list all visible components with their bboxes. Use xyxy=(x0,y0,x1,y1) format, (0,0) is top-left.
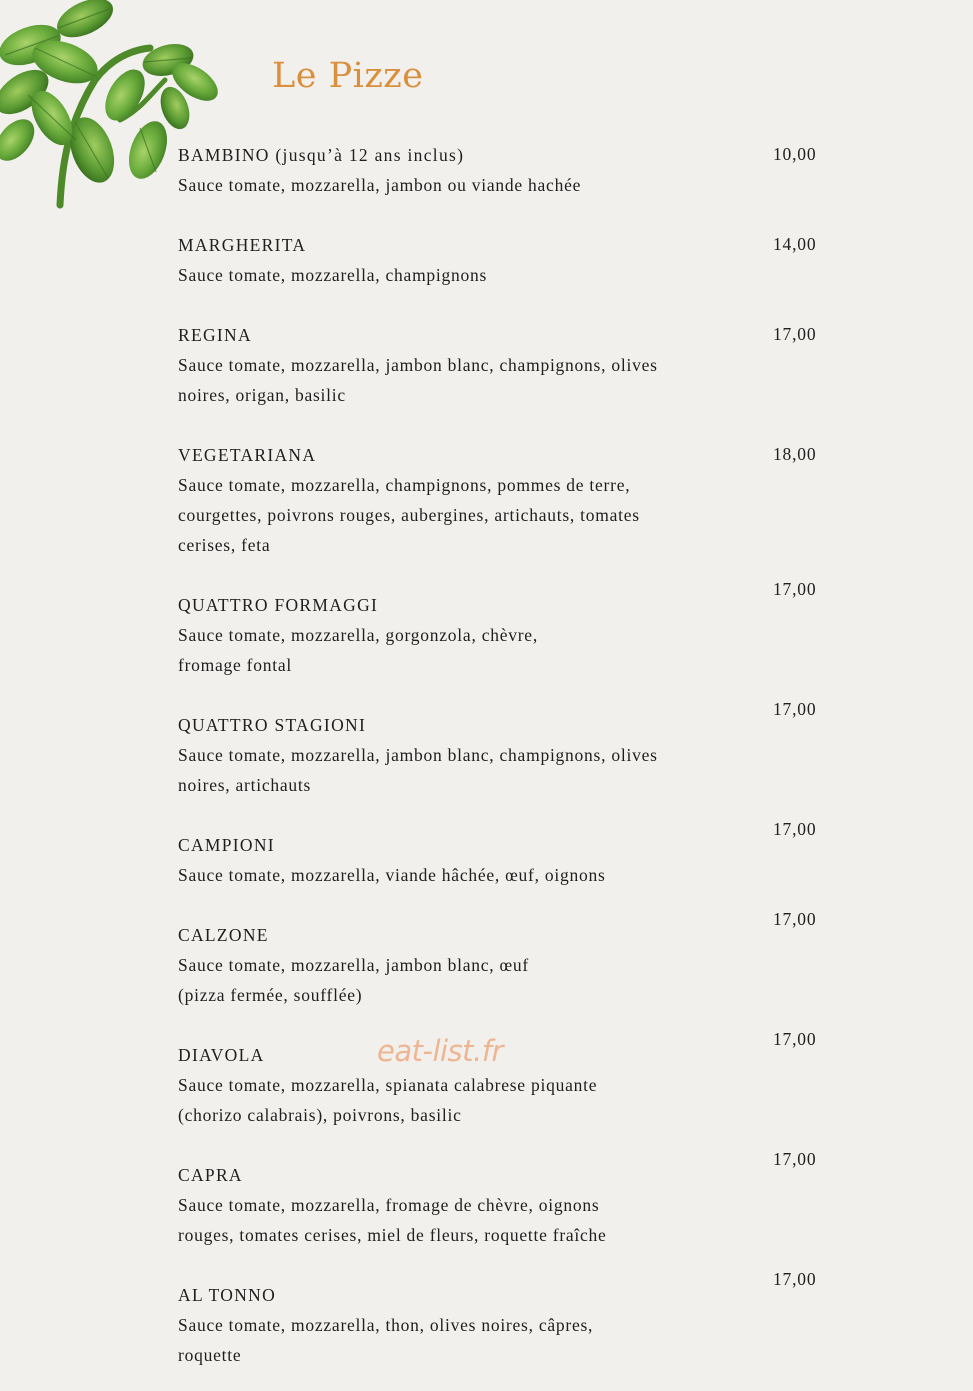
item-description-line: Sauce tomate, mozzarella, jambon ou viande hachée xyxy=(178,175,582,195)
item-description-line: roquette xyxy=(178,1345,242,1365)
item-name: BAMBINO (jusqu’à 12 ans inclus) xyxy=(178,145,465,165)
item-description xyxy=(178,1070,738,1130)
item-price: 17,00 xyxy=(773,1029,817,1049)
item-description-line: Sauce tomate, mozzarella, jambon blanc, champignons, olives xyxy=(178,355,658,375)
item-name: MARGHERITA xyxy=(178,235,307,255)
item-name: DIAVOLA xyxy=(178,1045,265,1065)
item-description-line: Sauce tomate, mozzarella, gorgonzola, chèvre, xyxy=(178,625,538,645)
item-price: 10,00 xyxy=(773,144,817,164)
item-name: CAPRA xyxy=(178,1165,243,1185)
item-description xyxy=(178,350,738,410)
item-description-line: noires, artichauts xyxy=(178,775,312,795)
item-description-line: courgettes, poivrons rouges, aubergines, artichauts, tomates xyxy=(178,505,640,525)
item-description-line: Sauce tomate, mozzarella, jambon blanc, champignons, olives xyxy=(178,745,658,765)
item-name: QUATTRO STAGIONI xyxy=(178,715,367,735)
item-description-line: Sauce tomate, mozzarella, champignons xyxy=(178,265,488,285)
item-description-line: Sauce tomate, mozzarella, fromage de chèvre, oignons xyxy=(178,1195,600,1215)
menu-item xyxy=(178,1280,738,1370)
watermark: eat-list.fr xyxy=(377,1034,503,1068)
item-name: AL TONNO xyxy=(178,1285,277,1305)
item-price: 17,00 xyxy=(773,699,817,719)
item-price: 17,00 xyxy=(773,819,817,839)
item-price: 17,00 xyxy=(773,324,817,344)
item-description xyxy=(178,1190,738,1250)
item-price: 14,00 xyxy=(773,234,817,254)
item-description-line: Sauce tomate, mozzarella, viande hâchée, œuf, oignons xyxy=(178,865,606,885)
item-description-line: Sauce tomate, mozzarella, jambon blanc, œuf xyxy=(178,955,530,975)
item-description-line: cerises, feta xyxy=(178,535,271,555)
item-description-line: Sauce tomate, mozzarella, spianata calabrese piquante xyxy=(178,1075,598,1095)
menu-item xyxy=(178,320,738,410)
item-name: QUATTRO FORMAGGI xyxy=(178,595,379,615)
menu-item xyxy=(178,920,738,1010)
item-description-line: Sauce tomate, mozzarella, champignons, pommes de terre, xyxy=(178,475,631,495)
item-description-line: (chorizo calabrais), poivrons, basilic xyxy=(178,1105,462,1125)
item-description xyxy=(178,170,738,200)
item-description xyxy=(178,260,738,290)
item-price: 17,00 xyxy=(773,1269,817,1289)
item-price: 18,00 xyxy=(773,444,817,464)
item-name: CAMPIONI xyxy=(178,835,275,855)
item-name: VEGETARIANA xyxy=(178,445,317,465)
item-description-line: (pizza fermée, soufflée) xyxy=(178,985,363,1005)
item-description xyxy=(178,860,738,890)
item-price: 17,00 xyxy=(773,1149,817,1169)
item-description-line: fromage fontal xyxy=(178,655,292,675)
item-price: 17,00 xyxy=(773,909,817,929)
item-description xyxy=(178,1310,738,1370)
item-price: 17,00 xyxy=(773,579,817,599)
menu-item xyxy=(178,1160,738,1250)
menu-item xyxy=(178,440,738,560)
item-description xyxy=(178,950,738,1010)
menu-item xyxy=(178,710,738,800)
item-description xyxy=(178,470,738,560)
item-description-line: noires, origan, basilic xyxy=(178,385,346,405)
item-name: CALZONE xyxy=(178,925,269,945)
menu-item xyxy=(178,590,738,680)
item-name: REGINA xyxy=(178,325,252,345)
item-description-line: Sauce tomate, mozzarella, thon, olives noires, câpres, xyxy=(178,1315,594,1335)
menu-item xyxy=(178,140,738,200)
menu-item xyxy=(178,230,738,290)
item-description xyxy=(178,740,738,800)
menu-item xyxy=(178,830,738,890)
page-title: Le Pizze xyxy=(272,56,424,96)
item-description-line: rouges, tomates cerises, miel de fleurs, roquette fraîche xyxy=(178,1225,607,1245)
item-description xyxy=(178,620,738,680)
